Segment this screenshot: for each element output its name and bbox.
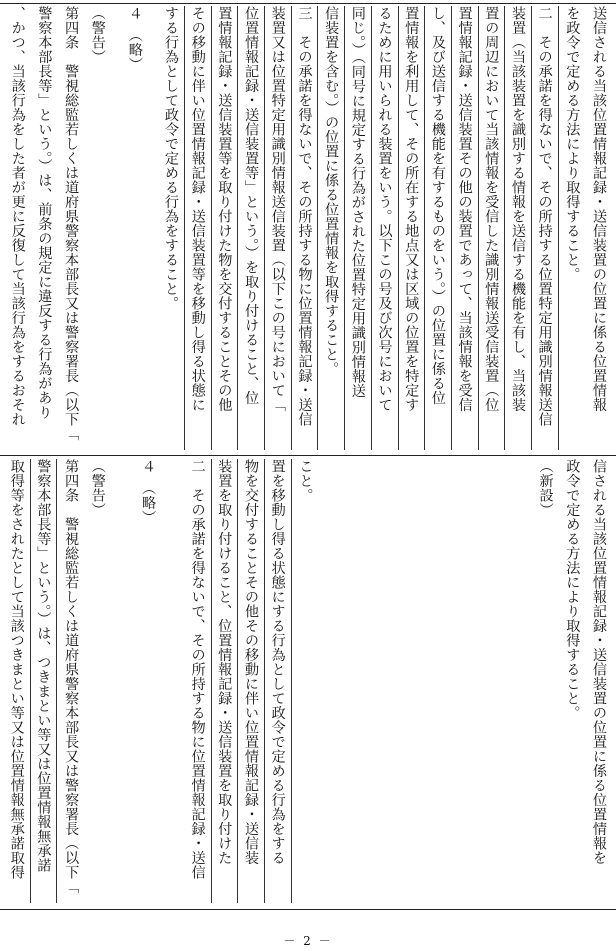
upper-text-column: るために用いられる装置をいう。以下この号及び次号において	[372, 6, 399, 450]
lower-text-column	[461, 459, 485, 903]
lower-text-column	[437, 459, 461, 903]
lower-text-column: 取得等をされたとして当該つきまとい等又は位置情報無承諾取得	[4, 459, 31, 903]
lower-text-column	[342, 459, 366, 903]
lower-section-old-text	[4, 459, 612, 903]
middle-rule	[0, 455, 616, 456]
lower-text-column: 置を移動し得る状態にする行為として政令で定める行為をする	[265, 459, 292, 903]
upper-text-column: 置情報を利用して、その所在する地点又は区域の位置を特定す	[399, 6, 426, 450]
upper-text-column: ４ （略）	[126, 6, 143, 72]
lower-text-column: 二 その承諾を得ないで、その所持する物に位置情報記録・送信	[185, 459, 212, 903]
upper-text-column: を政令で定める方法により取得すること。	[564, 6, 581, 282]
lower-text-column: 装置を取り付けること、位置情報記録・送信装置を取り付けた	[212, 459, 239, 903]
upper-text-column: 三 その承諾を得ないで、その所持する物に位置情報記録・送信	[292, 6, 319, 450]
top-rule	[0, 3, 616, 4]
upper-text-column: 装置（当該装置を識別する情報を送信する機能を有し、当該装	[505, 6, 532, 450]
upper-text-column: 送信される当該位置情報記録・送信装置の位置に係る位置情報	[591, 6, 607, 412]
lower-text-column	[484, 459, 508, 903]
upper-text-column	[111, 6, 121, 450]
upper-text-column: その移動に伴い位置情報記録・送信装置等を移動し得る状態に	[185, 6, 212, 450]
upper-text-column: 置の周辺において当該情報を受信した識別情報送受信装置（位	[479, 6, 506, 450]
lower-text-column: 第四条 警視総監若しくは道府県警察本部長又は警察署長（以下「	[63, 459, 80, 894]
upper-text-column: 同じ。）（同号に規定する行為がされた位置特定用識別情報送	[345, 6, 372, 450]
bottom-rule	[0, 909, 616, 910]
lower-text-column: （警告）	[89, 459, 106, 517]
upper-text-column: 信装置を含む。）の位置に係る位置情報を取得すること。	[318, 6, 345, 450]
upper-text-column: 第四条 警視総監若しくは道府県警察本部長又は警察署長（以下「	[63, 6, 80, 441]
lower-text-column: ４ （略）	[140, 459, 157, 525]
upper-text-column: し、及び送信する機能を有するものをいう。）の位置に係る位	[425, 6, 452, 450]
upper-text-column: 装置又は位置特定用識別情報送信装置（以下この号において「	[265, 6, 292, 450]
lower-text-column	[366, 459, 390, 903]
lower-text-column: （新設）	[537, 459, 554, 517]
upper-text-column: 位置情報記録・送信装置等」という。）を取り付けること、位	[238, 6, 265, 450]
lower-text-column: 政令で定める方法により取得すること。	[564, 459, 581, 720]
lower-text-column: 物を交付することその他その移動に伴い位置情報記録・送信装	[238, 459, 265, 903]
lower-text-column	[508, 459, 532, 903]
upper-section-current-text	[4, 6, 612, 450]
lower-text-column	[318, 459, 342, 903]
lower-text-column	[413, 459, 437, 903]
upper-text-column: 置情報記録・送信装置その他の装置であって、当該情報を受信	[452, 6, 479, 450]
lower-text-column	[161, 459, 185, 903]
page-number: － 2 －	[283, 934, 333, 948]
lower-text-column: 警察本部長等」という。）は、つきまとい等又は位置情報無承諾	[31, 459, 58, 903]
upper-text-column: 二 その承諾を得ないで、その所持する位置特定用識別情報送信	[532, 6, 559, 450]
lower-text-column: こと。	[297, 459, 314, 503]
upper-text-column	[148, 6, 158, 450]
lower-text-column	[111, 459, 135, 903]
upper-text-column: 警察本部長等」という。）は、前条の規定に違反する行為があり	[36, 6, 53, 420]
upper-text-column: 置情報記録・送信装置等を取り付けた物を交付することその他	[212, 6, 239, 450]
upper-text-column: 、かつ、当該行為をした者が更に反復して当該行為をするおそれ	[9, 6, 26, 427]
lower-text-column	[390, 459, 414, 903]
upper-text-column: する行為として政令で定める行為をすること。	[158, 6, 185, 450]
lower-text-column: 信される当該位置情報記録・送信装置の位置に係る位置情報を	[591, 459, 607, 865]
upper-text-column: （警告）	[89, 6, 106, 64]
